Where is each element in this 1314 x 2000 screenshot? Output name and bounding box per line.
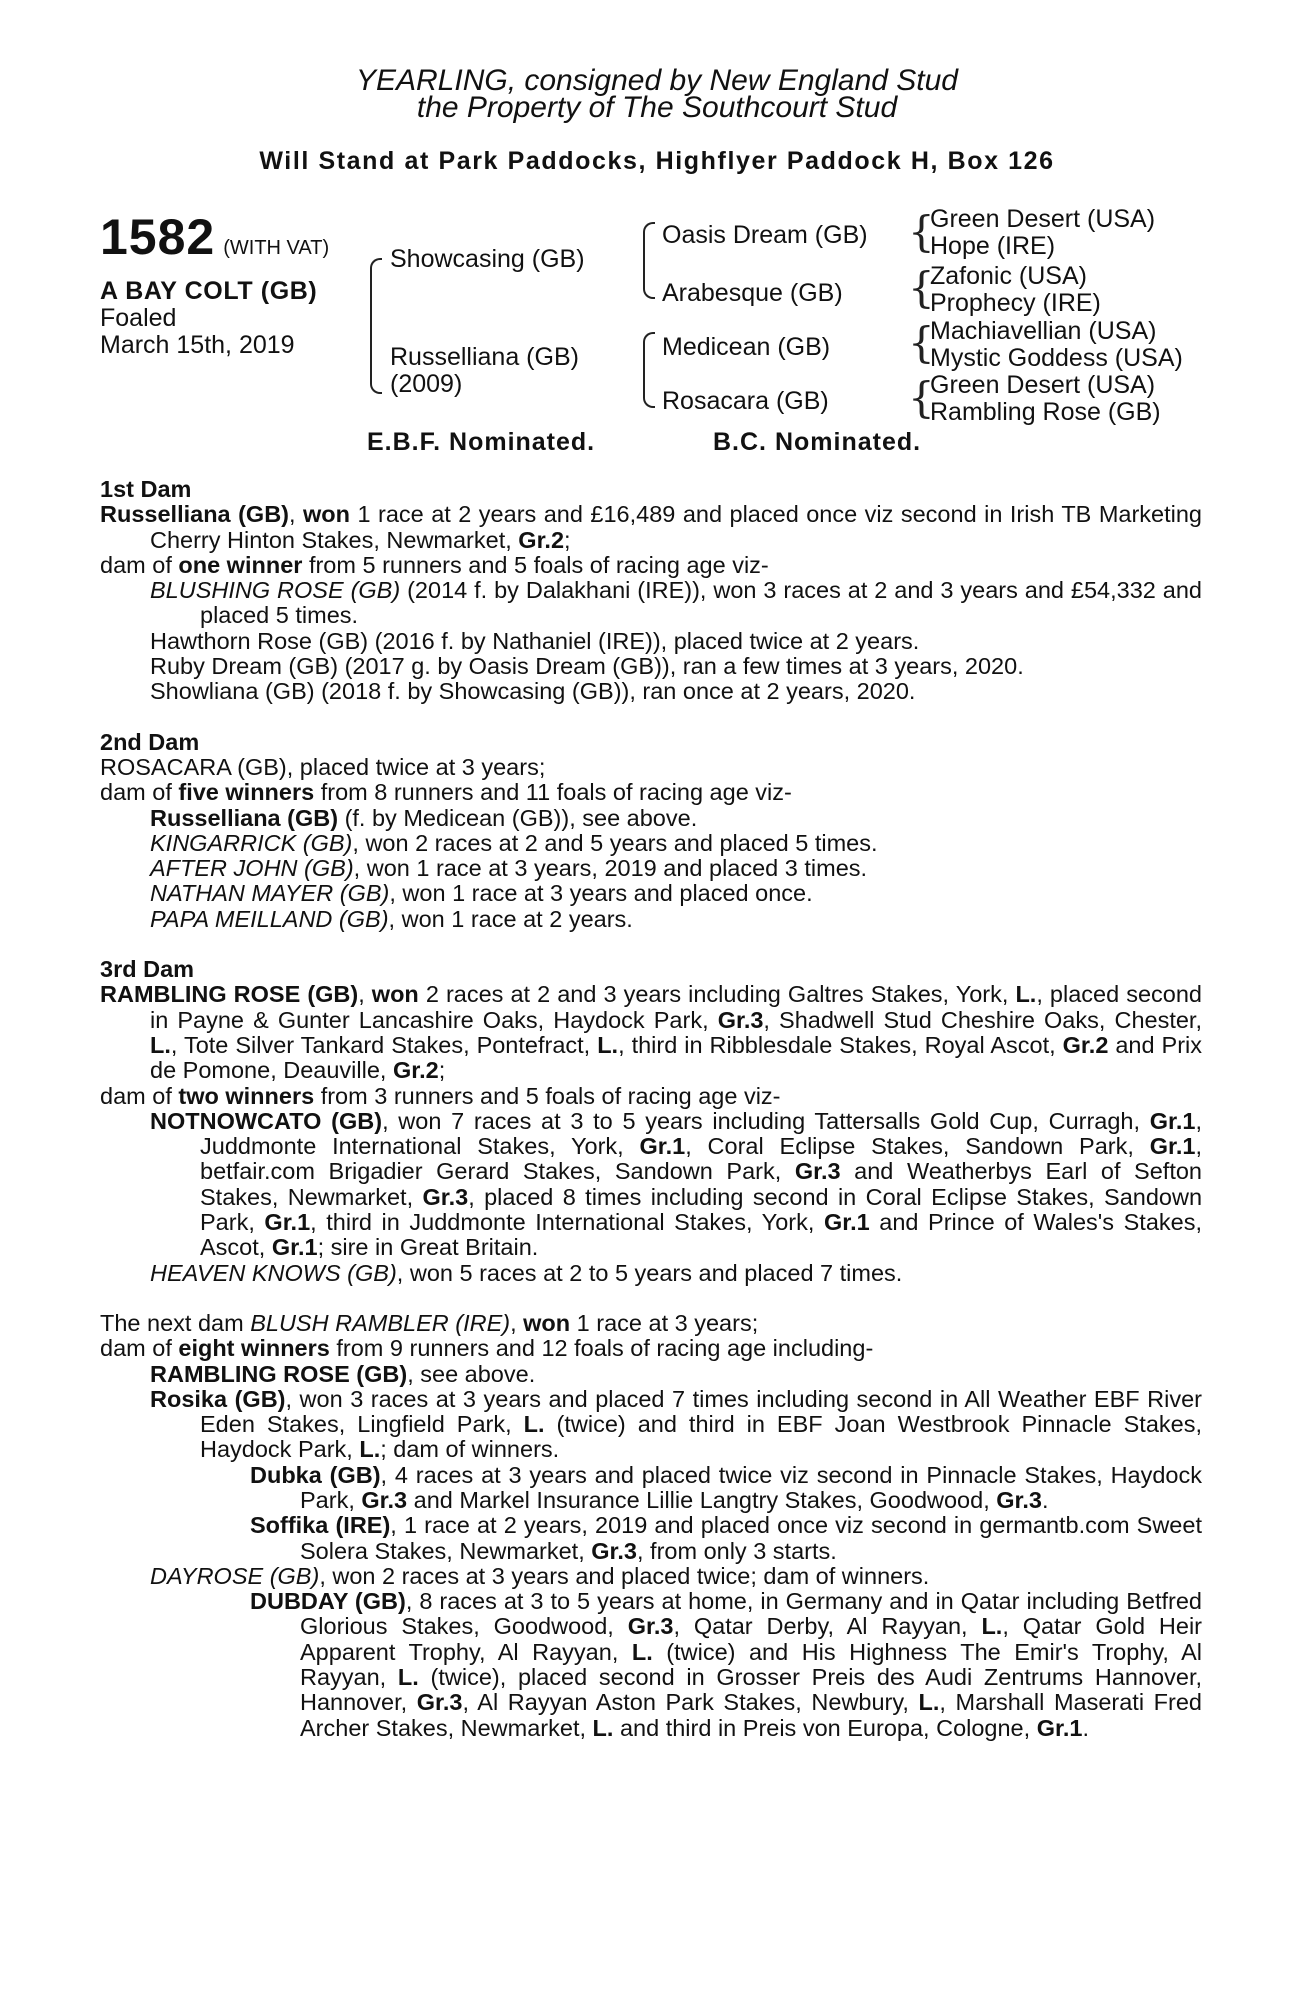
produce-kingarrick: KINGARRICK (GB), won 2 races at 2 and 5 years and placed 5 times. — [150, 829, 878, 856]
produce-notnowcato: NOTNOWCATO (GB), won 7 races at 3 to 5 years including Tattersalls Gold Cup, Curragh, Gr.1, Juddmonte International Stakes, York, Gr.1, Coral Eclipse Stakes, Sandown Park, Gr.1, betfair.com Brigadier Gerard Stakes, Sandown Park, Gr.3 and Weatherbys Earl of Sefton Stakes, Newmarket, Gr.3, placed 8 times including second in Coral Eclipse Stakes, Sandown Park, Gr.1, third in Juddmonte International Stakes, York, Gr.1 and Prince of Wales's Stakes, Ascot, Gr.1; sire in Great Britain. — [150, 1107, 1203, 1261]
produce-heaven-knows: HEAVEN KNOWS (GB), won 5 races at 2 to 5 years and placed 7 times. — [150, 1259, 903, 1286]
third-dam-heading: 3rd Dam — [100, 956, 195, 983]
produce-showliana: Showliana (GB) (2018 f. by Showcasing (GB)), ran once at 2 years, 2020. — [150, 678, 916, 705]
pedigree-brace-3: { — [908, 318, 935, 367]
ebf-nominated: E.B.F. Nominated. — [367, 428, 596, 456]
foaled-label: Foaled — [100, 304, 177, 332]
produce-soffika: Soffika (IRE), 1 race at 2 years, 2019 and placed once viz second in germantb.com Sweet Solera Stakes, Newmarket, Gr.3, from only 3 starts. — [250, 1512, 1202, 1564]
second-dam-produce-summary: dam of five winners from 8 runners and 11 foals of racing age viz- — [100, 779, 792, 806]
next-dam-entry: The next dam BLUSH RAMBLER (IRE), won 1 race at 3 years; — [100, 1309, 759, 1336]
produce-ruby-dream: Ruby Dream (GB) (2017 g. by Oasis Dream (GB)), ran a few times at 3 years, 2020. — [150, 653, 1024, 680]
pedigree-dam-year: (2009) — [390, 370, 463, 398]
lot-number-row — [100, 208, 329, 266]
produce-blushing-rose: BLUSHING ROSE (GB) (2014 f. by Dalakhani (IRE)), won 3 races at 2 and 3 years and £54,332 and placed 5 times. — [150, 577, 1202, 629]
pedigree-brace-2: { — [908, 263, 935, 312]
produce-after-john: AFTER JOHN (GB), won 1 race at 3 years, 2019 and placed 3 times. — [150, 855, 868, 882]
pedigree-g4: Prophecy (IRE) — [930, 289, 1101, 317]
pedigree-bracket-1 — [370, 258, 382, 394]
pedigree-brace-4: { — [908, 373, 935, 422]
pedigree-brace-1: { — [908, 207, 935, 256]
first-dam-produce-summary: dam of one winner from 5 runners and 5 foals of racing age viz- — [100, 551, 769, 578]
header-line-2: the Property of The Southcourt Stud — [416, 91, 898, 124]
pedigree-sire-sire: Oasis Dream (GB) — [662, 221, 868, 249]
bc-nominated: B.C. Nominated. — [713, 428, 922, 456]
first-dam-heading: 1st Dam — [100, 476, 192, 502]
produce-dayrose: DAYROSE (GB), won 2 races at 3 years and placed twice; dam of winners. — [150, 1562, 930, 1589]
pedigree-g7: Green Desert (USA) — [930, 371, 1156, 399]
pedigree-dam-sire: Medicean (GB) — [662, 333, 831, 361]
lot-title: A BAY COLT (GB) — [100, 277, 318, 305]
header-line-1: YEARLING, consigned by New England Stud — [355, 64, 958, 97]
pedigree-bracket-2a — [643, 222, 655, 299]
first-dam-entry: Russelliana (GB), won 1 race at 2 years and £16,489 and placed once viz second in Irish TB Marketing Cherry Hinton Stakes, Newmarket, Gr.2; — [100, 501, 1202, 553]
pedigree-g5: Machiavellian (USA) — [930, 317, 1157, 345]
next-dam-produce-summary: dam of eight winners from 9 runners and 12 foals of racing age including- — [100, 1335, 874, 1362]
pedigree-sire-dam: Arabesque (GB) — [662, 279, 843, 307]
produce-rosika: Rosika (GB), won 3 races at 3 years and placed 7 times including second in All Weather EBF River Eden Stakes, Lingfield Park, L. (twice) and third in EBF Joan Westbrook Pinnacle Stakes, Haydock Park, L.; dam of winners. — [150, 1385, 1202, 1463]
foaled-date: March 15th, 2019 — [100, 331, 295, 359]
produce-hawthorn-rose: Hawthorn Rose (GB) (2016 f. by Nathaniel (IRE)), placed twice at 2 years. — [150, 627, 920, 654]
produce-rambling-rose: RAMBLING ROSE (GB), see above. — [150, 1360, 536, 1387]
pedigree-sire: Showcasing (GB) — [390, 245, 585, 273]
third-dam-produce-summary: dam of two winners from 3 runners and 5 foals of racing age viz- — [100, 1082, 781, 1109]
pedigree-g1: Green Desert (USA) — [930, 205, 1156, 233]
vat-note: (WITH VAT) — [223, 237, 330, 259]
lot-number: 1582 — [100, 209, 216, 265]
produce-papa-meilland: PAPA MEILLAND (GB), won 1 race at 2 years. — [150, 905, 633, 932]
produce-dubka: Dubka (GB), 4 races at 3 years and placed twice viz second in Pinnacle Stakes, Haydock Park, Gr.3 and Markel Insurance Lillie Langtry Stakes, Goodwood, Gr.3. — [250, 1461, 1202, 1513]
produce-nathan-mayer: NATHAN MAYER (GB), won 1 race at 3 years and placed once. — [150, 880, 813, 907]
header-line-3: Will Stand at Park Paddocks, Highflyer Paddock H, Box 126 — [259, 147, 1055, 175]
pedigree-g8: Rambling Rose (GB) — [930, 398, 1161, 426]
catalogue-body — [100, 477, 1202, 1741]
pedigree-g2: Hope (IRE) — [930, 232, 1056, 260]
pedigree-g3: Zafonic (USA) — [930, 262, 1087, 290]
produce-russelliana: Russelliana (GB) (f. by Medicean (GB)), see above. — [150, 804, 698, 831]
pedigree-bracket-2b — [643, 332, 655, 408]
second-dam-heading: 2nd Dam — [100, 728, 200, 755]
pedigree-dam-dam: Rosacara (GB) — [662, 387, 829, 415]
second-dam-entry: ROSACARA (GB), placed twice at 3 years; — [100, 753, 546, 780]
pedigree-dam: Russelliana (GB) — [390, 343, 579, 371]
third-dam-entry: RAMBLING ROSE (GB), won 2 races at 2 and 3 years including Galtres Stakes, York, L., placed second in Payne & Gunter Lancashire Oaks, Haydock Park, Gr.3, Shadwell Stud Cheshire Oaks, Chester, L., Tote Silver Tankard Stakes, Pontefract, L., third in Ribblesdale Stakes, Royal Ascot, Gr.2 and Prix de Pomone, Deauville, Gr.2; — [100, 981, 1203, 1084]
produce-dubday: DUBDAY (GB), 8 races at 3 to 5 years at home, in Germany and in Qatar including Betfred Glorious Stakes, Goodwood, Gr.3, Qatar Derby, Al Rayyan, L., Qatar Gold Heir Apparent Trophy, Al Rayyan, L. (twice) and His Highness The Emir's Trophy, Al Rayyan, L. (twice), placed second in Grosser Preis des Audi Zentrums Hannover, Hannover, Gr.3, Al Rayyan Aston Park Stakes, Newbury, L., Marshall Maserati Fred Archer Stakes, Newmarket, L. and third in Preis von Europa, Cologne, Gr.1. — [250, 1588, 1203, 1741]
pedigree-g6: Mystic Goddess (USA) — [930, 344, 1183, 372]
